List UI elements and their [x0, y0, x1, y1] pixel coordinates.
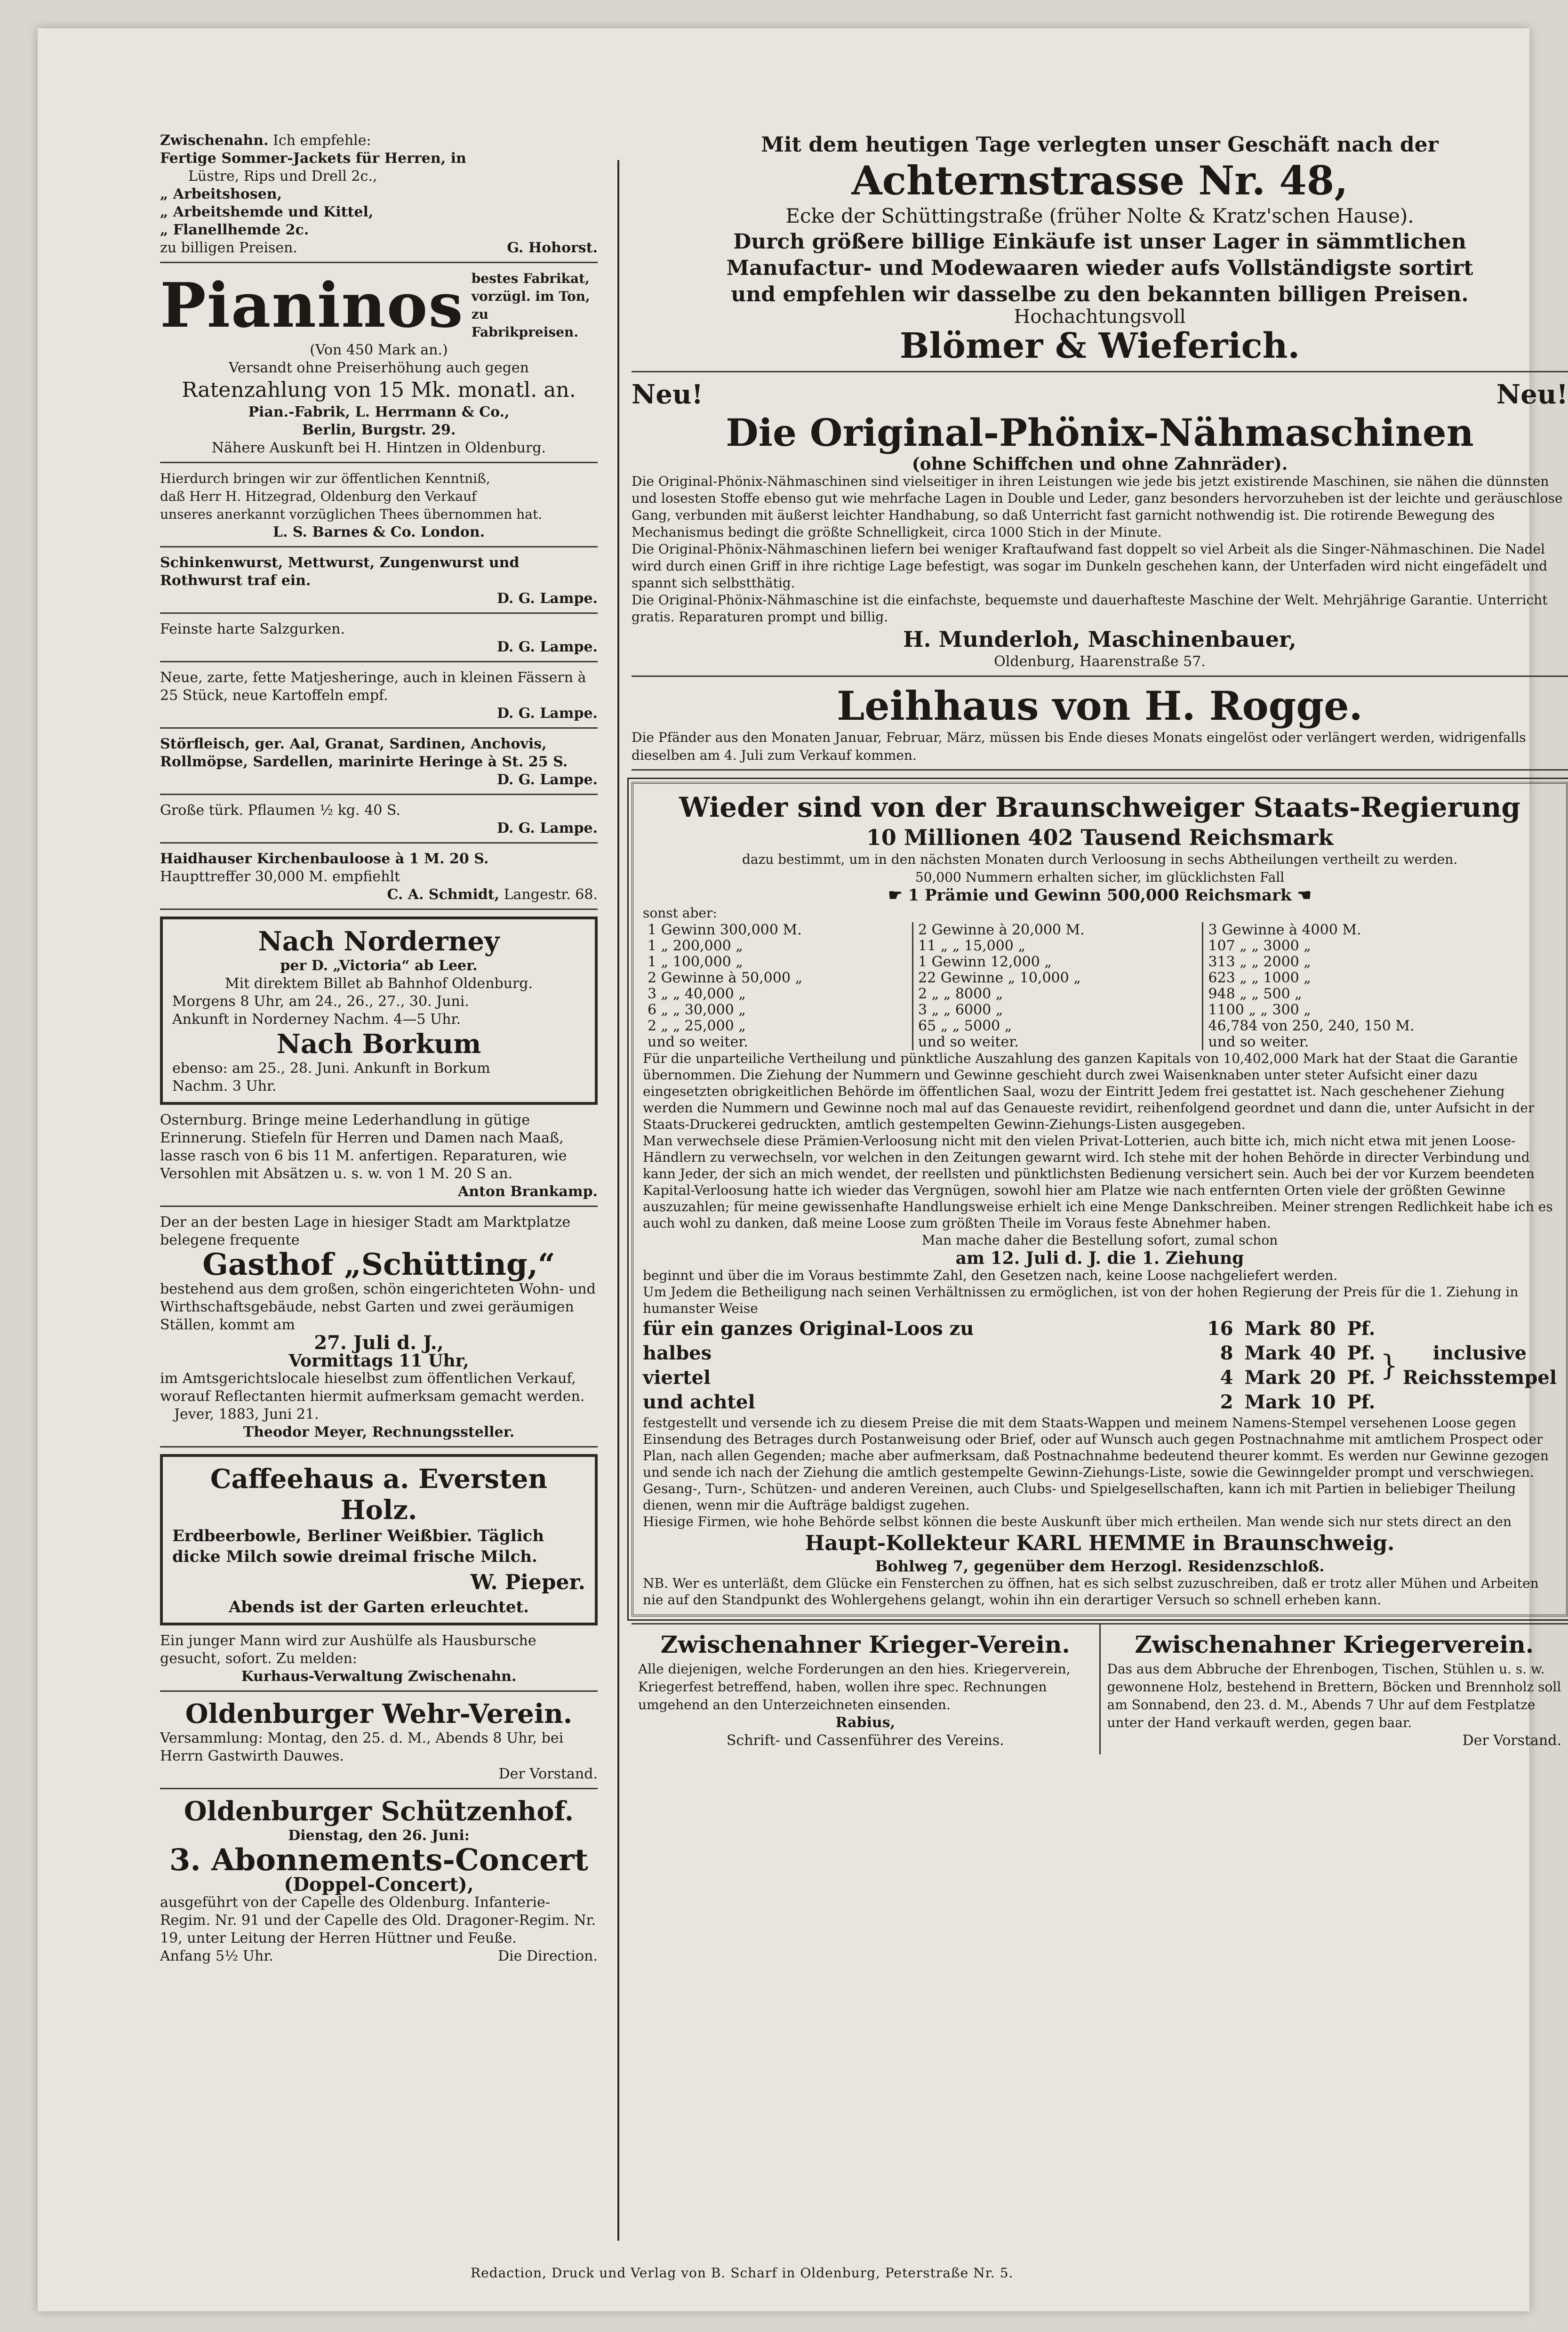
paragraph: Gesang-, Turn-, Schützen- und anderen Vereinen, auch Clubs- und Spielgesellschaften, kann ich mit Partien in beliebiger Theilung dienen, wenn mir die Aufträge baldigst zugehen.	[643, 1481, 1516, 1513]
line: zu Fabrikpreisen.	[471, 306, 579, 340]
line: Haupttreffer 30,000 M. empfiehlt	[160, 868, 400, 885]
text: Abends ist der Garten erleuchtet.	[229, 1598, 529, 1616]
signature: Der Vorstand.	[1462, 1732, 1561, 1749]
title: Die Original-Phönix-Nähmaschinen	[726, 410, 1474, 455]
line: „ Arbeitshosen,	[160, 186, 282, 202]
text: bestehend aus dem großen, schön eingerichteten Wohn- und Wirthschaftsgebäude, nebst Garten und zwei geräumigen Ställen, kommt am	[160, 1281, 596, 1333]
text: Das aus dem Abbruche der Ehrenbogen, Tischen, Stühlen u. s. w. gewonnene Holz, bestehend in Brettern, Böcken und Brennholz soll am Sonnabend, den 23. d. M., Abends 7 Uhr auf dem Festplatze unter der Hand verkauft werden, gegen baar.	[1107, 1661, 1561, 1730]
heading: Zwischenahner Kriegerverein.	[1135, 1631, 1534, 1658]
hand-icon: ☛	[888, 886, 908, 905]
ad-schmidt	[160, 850, 598, 910]
price-mark: 2	[1220, 1391, 1233, 1413]
signature: C. A. Schmidt,	[387, 886, 500, 903]
paragraph: Für die unparteiliche Vertheilung und pünktliche Auszahlung des ganzen Kapitals von 10,402,000 Mark hat der Staat die Garantie übernommen. Die Ziehung der Nummern und Gewinne geschieht durch zwei Waisenknaben unter steter Aufsicht einer dazu eingesetzten obrigkeitlichen Behörde im öffentlichen Saal, wozu der Eintritt Jedem frei gestattet ist. Nach geschehener Ziehung werden die Nummern und Gewinne noch mal auf das Genaueste revidirt, reihenfolgend geordnet und dann die, unter Aufsicht in der Staats-Druckerei gedruckten, amtlich gestempelten Gewinn-Ziehungs-Listen ausgegeben.	[643, 1051, 1535, 1132]
text: ausgeführt von der Capelle des Oldenburg. Infanterie-Regim. Nr. 91 und der Capelle des Old. Dragoner-Regim. Nr. 19, unter Leitung der Herren Hüttner und Feuße.	[160, 1894, 596, 1946]
line: vorzügl. im Ton,	[471, 289, 590, 304]
price-row	[643, 1366, 1376, 1390]
collector: Haupt-Kollekteur KARL HEMME in Braunschweig.	[805, 1531, 1395, 1555]
line: Morgens 8 Uhr, am 24., 26., 27., 30. Juni.	[172, 993, 469, 1010]
time: Vormittags 11 Uhr,	[288, 1351, 469, 1371]
prize-entry: und so weiter.	[648, 1034, 748, 1050]
text: Osternburg. Bringe meine Lederhandlung in gütige Erinnerung. Stiefeln für Herren und Damen nach Maaß, lasse rasch von 6 bis 11 M. anfertigen. Reparaturen, wie Versohlen mit Absätzen u. s. w. von 1 M. 20 S an.	[160, 1112, 567, 1182]
line: 50,000 Nummern erhalten sicher, im glücklichsten Fall	[915, 869, 1285, 885]
line: ebenso: am 25., 28. Juni. Ankunft in Borkum	[172, 1060, 490, 1077]
line: Ankunft in Norderney Nachm. 4—5 Uhr.	[172, 1011, 461, 1028]
prize-entry: 313 „ „ 2000 „	[1208, 954, 1311, 970]
signature: L. S. Barnes & Co. London.	[272, 524, 485, 540]
ad-lampe-5	[160, 802, 598, 844]
paragraph: Die Original-Phönix-Nähmaschinen liefern bei weniger Kraftaufwand fast doppelt so viel Arbeit als die Singer-Nähmaschinen. Die Nadel wird durch einen Griff in ihre richtige Lage befestigt, was sogar im Dunkeln geschehen kann, der Unterfaden wird nicht eingefädelt und spannt sich selbstthätig.	[632, 541, 1548, 591]
heading: Wieder sind von der Braunschweiger Staats-Regierung	[679, 791, 1520, 823]
line: Nachm. 3 Uhr.	[172, 1078, 277, 1094]
text: Versammlung: Montag, den 25. d. M., Abends 8 Uhr, bei Herrn Gastwirth Dauwes.	[160, 1730, 564, 1764]
ad-hitzegrad	[160, 470, 598, 547]
line: (Von 450 Mark an.)	[310, 342, 448, 358]
line: und empfehlen wir dasselbe zu den bekannten billigen Preisen.	[731, 282, 1469, 306]
line: bestes Fabrikat,	[471, 271, 590, 286]
price-label: viertel	[643, 1367, 711, 1389]
ad-norderney	[160, 917, 598, 1105]
ad-cafe	[160, 1454, 598, 1625]
ad-lampe-2	[160, 620, 598, 662]
signature: W. Pieper.	[470, 1570, 585, 1594]
price-row	[643, 1317, 1376, 1341]
date: 27. Juli d. J.,	[314, 1332, 444, 1354]
paragraph: festgestellt und versende ich zu diesem Preise die mit dem Staats-Wappen und meinem Namens-Stempel versehenen Loose gegen Einsendung des Betrages durch Postanweisung oder Brief, oder auf Wunsch auch gegen Postnachnahme mit amtlichem Prospect oder Plan, nach allen Gegenden; mache aber aufmerksam, daß Postnachnahme bedeutend theurer kommt. Es werden nur Gewinne gezogen und sende ich nach der Ziehung die amtlich gestempelte Gewinn-Ziehungs-Liste, sowie die Gewinngelder prompt und verschwiegen.	[643, 1415, 1549, 1480]
prize-entry: 1 „ 100,000 „	[648, 954, 743, 970]
heading: 10 Millionen 402 Tausend Reichsmark	[866, 825, 1334, 850]
signature: Rabius,	[835, 1714, 896, 1731]
address: Langestr. 68.	[504, 886, 598, 903]
prize-entry: 2 Gewinne à 20,000 M.	[918, 922, 1085, 938]
price-pf-unit: Pf.	[1347, 1367, 1376, 1389]
text: Große türk. Pflaumen ½ kg. 40 S.	[160, 802, 400, 819]
line: „ Arbeitshemde und Kittel,	[160, 204, 374, 220]
heading: Oldenburger Wehr-Verein.	[185, 1698, 573, 1729]
price-mark: 4	[1220, 1367, 1233, 1389]
heading: Nach Borkum	[276, 1029, 481, 1060]
prize-entry: und so weiter.	[918, 1034, 1019, 1050]
prize-entry: 2 „ „ 25,000 „	[648, 1018, 746, 1034]
line: sonst aber:	[643, 905, 717, 921]
ad-krieger-2	[1101, 1624, 1568, 1754]
price-pf-unit: Pf.	[1347, 1391, 1376, 1413]
price-pf: 40	[1309, 1342, 1336, 1364]
right-column	[632, 132, 1568, 1754]
ad-wehr-verein	[160, 1698, 598, 1789]
text: Feinste harte Salzgurken.	[160, 621, 345, 637]
price-label: und achtel	[643, 1391, 755, 1413]
line: Nähere Auskunft bei H. Hintzen in Oldenburg.	[211, 440, 546, 456]
text: Schinkenwurst, Mettwurst, Zungenwurst und Rothwurst traf ein.	[160, 555, 520, 589]
line: Mit dem heutigen Tage verlegten unser Geschäft nach der	[761, 133, 1439, 157]
prize-entry: 1100 „ „ 300 „	[1208, 1002, 1311, 1018]
heading: Gasthof „Schütting,“	[202, 1247, 555, 1282]
line: Mit direktem Billet ab Bahnhof Oldenburg.	[224, 975, 533, 992]
address: Achternstrasse Nr. 48,	[851, 157, 1348, 204]
signature: Blömer & Wieferich.	[899, 326, 1300, 366]
text: Neue, zarte, fette Matjesheringe, auch in kleinen Fässern à 25 Stück, neue Kartoffeln empf.	[160, 669, 586, 704]
subtitle: (ohne Schiffchen und ohne Zahnräder).	[912, 454, 1288, 474]
text: im Amtsgerichtslocale hieselbst zum öffentlichen Verkauf, worauf Reflectanten hiermit aufmerksam gemacht werden.	[160, 1370, 585, 1405]
signature: D. G. Lampe.	[496, 639, 598, 655]
line: daß Herr H. Hitzegrad, Oldenburg den Verkauf	[160, 489, 477, 504]
line: per D. „Victoria“ ab Leer.	[280, 957, 478, 974]
price-row	[643, 1390, 1376, 1415]
ad-lottery	[632, 782, 1568, 1616]
hand-icon: ☚	[1291, 886, 1312, 905]
paragraph: Die Original-Phönix-Nähmaschinen sind vielseitiger in ihren Leistungen wie jede bis jetzt existirende Maschinen, sie nähen die dünnsten und losesten Stoffe ebenso gut wie mehrfache Lagen in Double und Leder, ganz besonders hervorzuheben ist der leichte und geräuschlose Gang, verbunden mit äußerst leichter Handhabung, so daß Unterricht fast garnicht nothwendig ist. Die rotirende Bewegung des Mechanismus bedingt die größte Schnelligkeit, circa 1000 Stich in der Minute.	[632, 474, 1563, 540]
signature: Theodor Meyer, Rechnungssteller.	[243, 1424, 515, 1440]
line: Durch größere billige Einkäufe ist unser Lager in sämmtlichen	[733, 230, 1466, 254]
prize-entry: 3 „ „ 6000 „	[918, 1002, 1003, 1018]
prize-entry: 46,784 von 250, 240, 150 M.	[1208, 1018, 1415, 1034]
prize-entry: 107 „ „ 3000 „	[1208, 938, 1311, 954]
bottom-ads	[632, 1623, 1568, 1754]
line: Lüstre, Rips und Drell 2c.,	[188, 168, 377, 185]
prize-entry: 3 Gewinne à 4000 M.	[1208, 922, 1361, 938]
ad-gasthof	[160, 1214, 598, 1447]
start: Anfang 5½ Uhr.	[160, 1948, 273, 1964]
left-column	[160, 132, 598, 1977]
ad-rogge	[632, 684, 1568, 771]
ad-kurhaus	[160, 1632, 598, 1692]
price-mark-unit: Mark	[1244, 1342, 1301, 1364]
price-label: für ein ganzes Original-Loos zu	[643, 1318, 974, 1340]
prize-entry: 11 „ „ 15,000 „	[918, 938, 1025, 954]
prize-entry: 3 „ „ 40,000 „	[648, 986, 746, 1002]
neu-right: Neu!	[1496, 379, 1568, 410]
line: zu billigen Preisen.	[160, 240, 297, 256]
signature: D. G. Lampe.	[496, 820, 598, 836]
place: Zwischenahn.	[160, 132, 269, 149]
price-label: halbes	[643, 1342, 712, 1364]
prize-entry: 2 „ „ 8000 „	[918, 986, 1003, 1002]
signature: Kurhaus-Verwaltung Zwischenahn.	[241, 1668, 517, 1685]
price-pf: 80	[1309, 1318, 1336, 1340]
ad-phoenix	[632, 379, 1568, 677]
heading: Oldenburger Schützenhof.	[184, 1796, 574, 1827]
title: 3. Abonnements-Concert	[169, 1842, 589, 1878]
prize-entry: 2 Gewinne à 50,000 „	[648, 970, 803, 986]
price-pf: 10	[1309, 1391, 1336, 1413]
ad-schuetzenhof	[160, 1796, 598, 1970]
prize-entry: 65 „ „ 5000 „	[918, 1018, 1012, 1034]
paragraph: NB. Wer es unterläßt, dem Glücke ein Fensterchen zu öffnen, hat es sich selbst zuzuschreiben, daß er trotz aller Mühen und Arbeiten nie auf den Standpunkt des Wohlergehens gelangt, wohin ihn ein derartiger Versuch so schnell erheben kann.	[643, 1576, 1539, 1608]
greeting: Hochachtungsvoll	[1014, 306, 1186, 328]
line: Versandt ohne Preiserhöhung auch gegen	[229, 360, 529, 376]
role: Schrift- und Cassenführer des Vereins.	[726, 1732, 1004, 1749]
ad-pianinos	[160, 270, 598, 463]
main-prize: ☛ 1 Prämie und Gewinn 500,000 Reichsmark ☚	[888, 886, 1312, 905]
imprint: Redaction, Druck und Verlag von B. Scharf in Oldenburg, Peterstraße Nr. 5.	[471, 2265, 1014, 2281]
paragraph: beginnt und über die im Voraus bestimmte Zahl, den Gesetzen nach, keine Loose nachgeliefert werden.	[643, 1268, 1338, 1283]
prize-entry: 1 Gewinn 12,000 „	[918, 954, 1052, 970]
line: Hierdurch bringen wir zur öffentlichen Kenntniß,	[160, 471, 490, 486]
pianinos-title: Pianinos	[160, 269, 464, 341]
prize-entry: 22 Gewinne „ 10,000 „	[918, 970, 1081, 986]
neu-left: Neu!	[632, 379, 704, 410]
price-list	[643, 1317, 1557, 1415]
line: Fertige Sommer-Jackets für Herren, in	[160, 150, 466, 167]
paragraph: Um Jedem die Betheiligung nach seinen Verhältnissen zu ermöglichen, ist von der hohen Regierung der Preis für die 1. Ziehung in humanster Weise	[643, 1284, 1519, 1316]
prize-table	[643, 922, 1557, 1050]
text: Die Pfänder aus den Monaten Januar, Februar, März, müssen bis Ende dieses Monats eingelöst oder verlängert werden, widrigenfalls dieselben am 4. Juli zum Verkauf kommen.	[632, 730, 1526, 763]
line: Pian.-Fabrik, L. Herrmann & Co.,	[248, 404, 510, 420]
signature: Der Vorstand.	[498, 1766, 598, 1782]
prize-col-3	[1203, 922, 1557, 1050]
subtitle: (Doppel-Concert),	[284, 1874, 474, 1896]
paragraph: Die Original-Phönix-Nähmaschine ist die einfachste, bequemste und dauerhafteste Maschine der Welt. Mehrjährige Garantie. Unterricht gratis. Reparaturen prompt und billig.	[632, 592, 1548, 625]
ad-bloemer	[632, 132, 1568, 372]
price-row	[643, 1341, 1376, 1366]
text: Ein junger Mann wird zur Aushülfe als Hausbursche gesucht, sofort. Zu melden:	[160, 1632, 536, 1667]
paragraph: Hiesige Firmen, wie hohe Behörde selbst können die beste Auskunft über mich ertheilen. Man wende sich nur stets direct an den	[643, 1514, 1512, 1529]
signature: D. G. Lampe.	[496, 772, 598, 788]
text: Der an der besten Lage in hiesiger Stadt am Marktplatze belegene frequente	[160, 1214, 571, 1248]
signature: D. G. Lampe.	[496, 705, 598, 722]
date: Dienstag, den 26. Juni:	[288, 1827, 470, 1844]
prize-entry: und so weiter.	[1208, 1034, 1309, 1050]
ad-lampe-3	[160, 669, 598, 729]
address: Oldenburg, Haarenstraße 57.	[994, 653, 1206, 670]
line: Manufactur- und Modewaaren wieder aufs Vollständigste sortirt	[726, 256, 1473, 280]
title: Leihhaus von H. Rogge.	[837, 683, 1363, 729]
inclusive-label: inclusive	[1432, 1342, 1527, 1364]
line: „ Flanellhemde 2c.	[160, 222, 309, 238]
line: Haidhauser Kirchenbauloose à 1 M. 20 S.	[160, 851, 489, 867]
newspaper-page	[38, 28, 1568, 2311]
ad-hohorst	[160, 132, 598, 263]
line: dazu bestimmt, um in den nächsten Monaten durch Verloosung in sechs Abtheilungen vertheilt zu werden.	[742, 852, 1458, 867]
price-mark: 16	[1207, 1318, 1233, 1340]
collector-address: Bohlweg 7, gegenüber dem Herzogl. Residenzschloß.	[875, 1557, 1325, 1575]
intro: Ich empfehle:	[273, 132, 371, 149]
ad-brankamp	[160, 1111, 598, 1207]
price-mark-unit: Mark	[1244, 1391, 1301, 1413]
line: Berlin, Burgstr. 29.	[302, 422, 456, 438]
signature: H. Munderloh, Maschinenbauer,	[903, 627, 1296, 652]
heading: Nach Norderney	[258, 926, 500, 957]
draw-date: am 12. Juli d. J. die 1. Ziehung	[955, 1248, 1244, 1268]
prize-entry: 623 „ „ 1000 „	[1208, 970, 1311, 986]
line: unseres anerkannt vorzüglichen Thees übernommen hat.	[160, 507, 543, 522]
ad-krieger-1	[632, 1624, 1101, 1754]
price-mark-unit: Mark	[1244, 1318, 1301, 1340]
line: Ratenzahlung von 15 Mk. monatl. an.	[182, 378, 576, 402]
ad-lampe-1	[160, 554, 598, 614]
signature: Anton Brankamp.	[457, 1183, 598, 1200]
signature: D. G. Lampe.	[496, 590, 598, 607]
paragraph: Man mache daher die Bestellung sofort, zumal schon	[921, 1232, 1278, 1248]
price-pf-unit: Pf.	[1347, 1318, 1376, 1340]
ad-lampe-4	[160, 735, 598, 795]
brace: }	[1380, 1349, 1398, 1382]
prize-col-2	[913, 922, 1203, 1050]
text: Erdbeerbowle, Berliner Weißbier. Täglich dicke Milch sowie dreimal frische Milch.	[172, 1527, 544, 1566]
paragraph: Man verwechsele diese Prämien-Verloosung nicht mit den vielen Privat-Lotterien, auch bitte ich, mich nicht etwa mit jenen Loose-Händlern zu verwechseln, vor welchen in den Zeitungen gewarnt wird. Ich stehe mit der hohen Behörde in directer Verbindung und kann Jeder, der sich an mich wendet, der reellsten und pünktlichsten Bedienung versichert sein. Auch bei der vor Kurzem beendeten Kapital-Verloosung hatte ich wieder das Vergnügen, sowohl hier am Platze wie nach entfernten Orten viele der größten Gewinne auszuzahlen; für meine gewissenhafte Handlungsweise erhielt ich eine Menge Dankschreiben. Meiner strengen Redlichkeit habe ich es auch wohl zu danken, daß meine Loose zum größten Theile im Voraus feste Abnehmer haben.	[643, 1133, 1553, 1231]
prize-entry: 948 „ „ 500 „	[1208, 986, 1302, 1002]
signature: G. Hohorst.	[507, 240, 598, 256]
signature: Die Direction.	[497, 1948, 598, 1964]
price-mark-unit: Mark	[1244, 1367, 1301, 1389]
heading: Zwischenahner Krieger-Verein.	[660, 1631, 1070, 1658]
prize-entry: 1 Gewinn 300,000 M.	[648, 922, 802, 938]
price-mark: 8	[1220, 1342, 1233, 1364]
heading: Caffeehaus a. Eversten Holz.	[210, 1464, 548, 1526]
price-pf-unit: Pf.	[1347, 1342, 1376, 1364]
price-pf: 20	[1309, 1367, 1336, 1389]
place-date: Jever, 1883, Juni 21.	[174, 1406, 319, 1423]
prize-col-1	[643, 922, 913, 1050]
column-divider	[617, 160, 619, 2241]
stamp-label: Reichsstempel	[1402, 1367, 1557, 1389]
text: Störfleisch, ger. Aal, Granat, Sardinen, Anchovis, Rollmöpse, Sardellen, marinirte Heringe à St. 25 S.	[160, 736, 568, 770]
prize-entry: 1 „ 200,000 „	[648, 938, 743, 954]
prize-entry: 6 „ „ 30,000 „	[648, 1002, 746, 1018]
line: Ecke der Schüttingstraße (früher Nolte & Kratz'schen Hause).	[785, 204, 1414, 227]
text: Alle diejenigen, welche Forderungen an den hies. Kriegerverein, Kriegerfest betreffend, haben, wollen ihre spec. Rechnungen umgehend an den Unterzeichneten einsenden.	[638, 1661, 1071, 1713]
